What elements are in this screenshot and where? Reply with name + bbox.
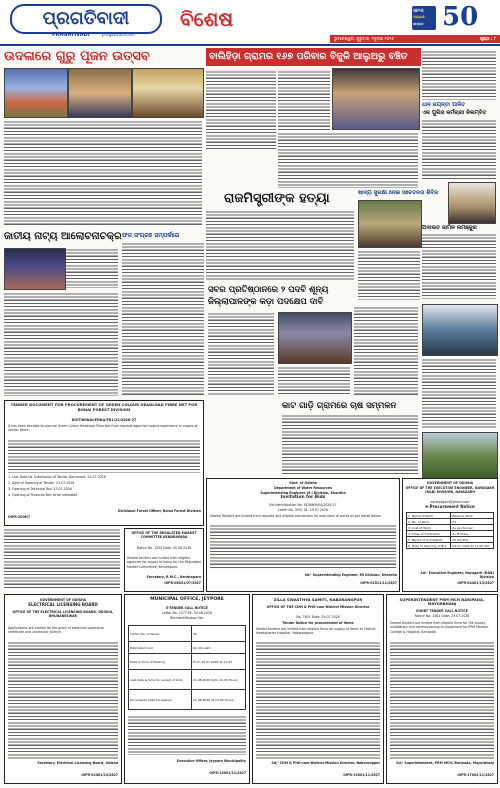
tender-nay-cell: 1. Name of Work xyxy=(407,513,451,519)
rmc-body: Sealed tenders are invited from eligible agencies for supply of items for the Regulated Market Committee, Kendrapara. xyxy=(127,556,201,569)
badge-tagline: ଗୁରୁତ୍ୱ ଅଗ୍ରଣୀ ସମ୍ବାଦ xyxy=(412,6,436,30)
jeypore-cell: Estimated Cost xyxy=(129,642,192,654)
tender-nay-govt: GOVERNMENT OF ODISHA xyxy=(426,481,474,485)
notice-jeypore-municipal xyxy=(124,594,250,784)
article-sabar-text-3 xyxy=(354,306,418,396)
elb-office: OFFICE OF THE ELECTRICAL LICENSING BOARD, ODISHA, BHUBANESWAR xyxy=(12,610,114,619)
zilla-office: OFFICE OF THE CDM & PHO-cum-District Mission Director xyxy=(266,605,370,609)
tender-nay-title: e-Procurement Notice xyxy=(425,504,475,509)
headline-right-3: ଅଦାଲତ ଜାମିନ ନାମଞ୍ଜୁର xyxy=(422,225,477,231)
tender-nay-table xyxy=(406,512,494,549)
headline-collector: ଜିଲ୍ଲାପାଳଙ୍କ କଡ଼ା ପଦକ୍ଷେପ ଦାବି xyxy=(208,297,324,307)
prm-subtitle: SHORT TENDER CALL NOTICE xyxy=(416,609,468,613)
tender-nay-cell: Balance Work xyxy=(451,513,494,519)
photo-natya-seminar xyxy=(4,248,66,290)
photo-guru-puja-crowd xyxy=(68,68,132,118)
tender-bonai-item-4: 4. Opening of Financial Bid: to be intimated xyxy=(8,493,78,497)
elb-body: Applications are invited for the grant of electrical supervisor certificate and contractor licence. xyxy=(8,626,105,635)
tender-wr-office: Superintending Engineer, M.I Division, Khordha xyxy=(260,491,346,495)
jeypore-letter: Letter No. 1577 Dt. 30.06.2026 xyxy=(162,611,212,615)
tender-nay-signature: Sd/- Executive Engineer, Nayagarh (R&B) Division xyxy=(420,571,494,580)
tender-notice-nayagarh-rb xyxy=(402,478,498,592)
elb-code: OIPR-02001/23/2627 xyxy=(81,773,118,777)
headline-left-side: ଫଳ ସଂଗ୍ରହ ସମ୍ପର୍କରେ xyxy=(122,232,180,239)
headline-balihida: ବାଲିହିଡ଼ା ଗ୍ରାମର ୧୬୭ ପରିବାର ବିଜୁଳି ଆଲୁଅରୁ ବଞ୍ଚିତ xyxy=(206,48,421,66)
headline-natya: ଜାତୀୟ ନାଟ୍ୟ ଆଲୋଚନାଚକ୍ର xyxy=(4,231,122,242)
rmc-notice: Notice No. 1055 Date: 30.06.2026 xyxy=(136,546,192,550)
anniversary-number: 50 xyxy=(442,2,479,32)
headline-farm: କାଟ ଗାଡ଼ି ଗ୍ରାମରେ ଚାଷ ସମ୍ମଳନ xyxy=(282,401,397,411)
jeypore-cell: From 10.07.2026 at 11.00 xyxy=(191,654,245,670)
tender-nay-cell: 01 xyxy=(451,519,494,525)
rmc-code: OIPR-06031/07/2627 xyxy=(164,581,201,585)
elb-signature: Secretary, Electrical Licensing Board, Odisha xyxy=(37,761,118,765)
jeypore-cell: 11.08.2026 Upto 11:00 Hours xyxy=(191,670,245,690)
photo-farm xyxy=(422,432,498,480)
article-left-side-text xyxy=(122,242,204,396)
tender-wr-body: Sealed Tenders are invited from reputed and eligible contractors for execution of works as per detail below. xyxy=(210,514,382,518)
tender-wr-title: Invitation for Bids xyxy=(280,495,326,500)
article-left-lower xyxy=(4,528,120,590)
article-sabar-text-1 xyxy=(208,312,274,396)
photo-balihida-officials xyxy=(332,68,420,130)
rmc-title: OFFICE OF THE REGULATED MARKET COMMITTEE KENDRAPARA xyxy=(131,531,197,540)
tender-nay-cell: 3. Cost of Work xyxy=(407,525,451,531)
prm-notice: Notice No. 1461 Date: 29.07.2026 xyxy=(414,614,470,618)
elb-govt: GOVERNMENT OF ODISHA xyxy=(39,598,87,602)
jeypore-cell: TOTAL No. of Works xyxy=(129,626,192,642)
article-balihida-text-1 xyxy=(206,70,276,150)
tender-bonai-body: It has been decided to procure Green Colour Headload Fibre Net from reputed agencies having experience in supply of similar items. xyxy=(8,424,198,433)
tender-bonai-item-3: 3. Opening of Technical Bid: 23.07.2026 xyxy=(8,487,72,491)
headline-right-1: ଧାନ ଜୟନ୍ତୀ ପାଳିତ xyxy=(422,102,466,108)
article-farm-text xyxy=(282,414,418,474)
tender-nay-cell: 04.07.2026 at 11:00 AM xyxy=(451,543,494,549)
tender-wr-code: OIPR-02511/11/2627 xyxy=(360,581,397,585)
tender-nay-code: OIPR-04401/13/2627 xyxy=(457,581,494,585)
tender-nay-cell: A / B Class xyxy=(451,531,494,537)
zilla-title: ZILLA SWASTHYA SAMITI, NABARANGPUR xyxy=(273,597,363,602)
zilla-code: OIPR-13001/11/2627 xyxy=(343,773,380,777)
elb-lines xyxy=(8,641,118,759)
article-balihida-text-3 xyxy=(278,132,418,188)
article-right-top xyxy=(422,50,496,100)
tender-bonai-item-2: 2. Date of Opening of Tender: 23.07.2026 xyxy=(8,481,75,485)
date-bar xyxy=(330,35,500,43)
masthead xyxy=(0,0,500,46)
jeypore-subtitle: E-TENDER CALL NOTICE xyxy=(166,606,208,610)
notice-zilla-swasthya xyxy=(252,594,384,784)
article-guru-puja-text xyxy=(4,120,202,226)
tender-nay-office: OFFICE OF THE EXECUTIVE ENGINEER, NAYAGARH (R&B) DIVISION, NAYAGARH xyxy=(405,486,495,495)
tender-bonai-ref: DIST-BONAI/FDRA/FR1/22/2026-27 xyxy=(71,418,137,422)
jeypore-signature: Executive Officer, Jeypore Municipality xyxy=(176,759,246,763)
website-link[interactable]: pragativadi.com xyxy=(102,32,135,37)
jeypore-cell: 30 xyxy=(191,626,245,642)
photo-sabar-meeting xyxy=(278,312,352,364)
tender-wr-lines xyxy=(210,524,396,570)
jeypore-lines xyxy=(128,715,246,755)
masthead-rule xyxy=(0,44,500,46)
photo-guru-puja-stage xyxy=(4,68,68,118)
jeypore-bid: Bid Identification No. xyxy=(170,616,204,620)
logo-text: ପ୍ରଗତିବାଦୀ xyxy=(42,8,130,29)
newspaper-logo xyxy=(10,4,162,34)
jeypore-table xyxy=(128,625,246,710)
prm-lines xyxy=(390,641,494,759)
jeypore-cell: 11.08.2026 at 12:00 Hours xyxy=(191,690,245,710)
zilla-signature: Sd/- CDM & PHO-cum-District Mission Director, Nabarangpur xyxy=(271,761,380,765)
tender-notice-water-resources xyxy=(206,478,400,592)
tender-nay-cell: 06 Months xyxy=(451,537,494,543)
zilla-notice-no: No. 7601 Date: 29.07.2026 xyxy=(296,615,340,619)
zilla-body: Sealed tenders are invited from eligible firms for supply of items to District Headquarter Hospital, Nabarangpur. xyxy=(256,627,376,636)
tender-nay-cell: 6. Date of Opening of Bid xyxy=(407,543,451,549)
notice-electrical-licensing xyxy=(4,594,122,784)
tender-wr-govt: Govt. of Odisha xyxy=(289,481,317,485)
photo-food-safety xyxy=(358,200,422,248)
rmc-signature: Secretary, R.M.C., Kendrapara xyxy=(146,575,201,579)
prm-signature: Sd/- Superintendent, PRM MCH, Baripada, Mayurbhanj xyxy=(396,761,494,765)
jeypore-cell: Rs. 00 Lakh xyxy=(191,642,245,654)
section-title: ବିଶେଷ xyxy=(180,7,234,31)
article-murder-text xyxy=(206,210,354,280)
section-header-band xyxy=(180,6,390,32)
tender-nay-cell: 5. Period of Completion xyxy=(407,537,451,543)
tender-nay-cell: As per tender xyxy=(451,525,494,531)
tender-wr-dept: Department of Water Resources xyxy=(274,486,332,490)
tender-bonai-code: OIPR-2006/7 xyxy=(8,515,31,519)
jeypore-code: OIPR-13001/11/2627 xyxy=(209,771,246,775)
elb-title: ELECTRICAL LICENSING BOARD xyxy=(28,602,98,607)
tender-bonai-body-lines xyxy=(8,439,200,473)
headline-food-safety: ଖାଦ୍ୟ ସୁରକ୍ଷା ନେଇ ସଚେତନତା ଶିବିର xyxy=(358,190,439,196)
tender-bonai-signature: Divisional Forest Officer, Bonai Forest Division xyxy=(117,509,201,513)
prm-code: OIPR-17002/11/2627 xyxy=(457,773,494,777)
article-right-3 xyxy=(422,233,496,299)
headline-guru-puja: ଉଦଳାରେ ଗୁରୁ ପୂଜନ ଉତ୍ସବ xyxy=(4,49,150,64)
date-line: ଭୁବନେଶ୍ୱର, ଗୁରୁବାର, ୨ଜୁଲାଇ ୨୦୨୬ xyxy=(334,36,394,41)
article-right-2 xyxy=(422,119,496,179)
tender-nay-cell: 4. Class of Contractor xyxy=(407,531,451,537)
tender-wr-signature: Sd/- Superintending Engineer, MI Division, Khordha xyxy=(304,573,397,577)
jeypore-cell: Documents shall be opened xyxy=(129,690,192,710)
anniversary-badge xyxy=(412,2,492,34)
article-right-4 xyxy=(422,358,496,428)
notice-rmc-kendrapara xyxy=(124,528,204,592)
prm-body: Sealed tenders are invited from eligible firms for the supply, installation and commissioning of equipment for PRM Medical College & Hospital, Baripada. xyxy=(390,621,489,634)
article-sabar-text-2 xyxy=(278,366,350,396)
jeypore-cell: Last date & time for receipt of bids xyxy=(129,670,192,690)
tender-wr-date: Letter No. 3551 Dt. 29.07.2026 xyxy=(278,508,328,512)
photo-guru-puja-dance xyxy=(132,68,204,118)
zilla-lines xyxy=(256,641,380,759)
prm-title: SUPERINTENDENT PRM MCH BARIPADA, MAYURBHANJ xyxy=(399,597,485,607)
headline-murder: ରାଜମିସ୍ତ୍ରୀଙ୍କ ହତ୍ୟା xyxy=(224,191,330,206)
zilla-notice-title: Tender Notice for procurement of items xyxy=(282,621,354,625)
article-balihida-text-2 xyxy=(278,70,330,130)
photo-right-group xyxy=(422,304,498,356)
logo-english: PRAGATIVADI xyxy=(52,32,90,38)
tender-nay-email: eenayagarh@gmail.com xyxy=(430,500,470,504)
notice-prm-mch xyxy=(386,594,498,784)
jeypore-title: MUNICIPAL OFFICE, JEYPORE xyxy=(150,597,224,602)
tender-notice-bonai xyxy=(4,400,204,526)
jeypore-cell: Date & Time of Bidding xyxy=(129,654,192,670)
headline-right-2: ଏକ ପୁଲିସ କର୍ମଚାରୀ ନିଲମ୍ବିତ xyxy=(422,110,487,116)
tender-bonai-title: TENDER DOCUMENT FOR PROCUREMENT OF GREEN COLOUR HEADLOAD FIBRE NET FOR BONAI FOREST DIVISION xyxy=(10,402,198,412)
tender-wr-bid: Bid Identification No. SE/MIKH/04/2026-27 xyxy=(269,503,337,507)
article-natya-text-1 xyxy=(66,248,118,288)
headline-sabar: ସବର ପ୍ରତିଷ୍ଠାନରେ ୨ ପଦବି ଶୂନ୍ୟ xyxy=(208,285,329,295)
tender-nay-cell: 2. No. of Work xyxy=(407,519,451,525)
tender-bonai-item-1: 1. Last Date for Submission of Tender Document: 22.07.2026 xyxy=(8,475,106,479)
article-natya-text-2 xyxy=(4,292,118,396)
page-number: ପୃଷ୍ଠା : ୮ xyxy=(480,36,496,41)
photo-right-portrait xyxy=(448,182,496,224)
